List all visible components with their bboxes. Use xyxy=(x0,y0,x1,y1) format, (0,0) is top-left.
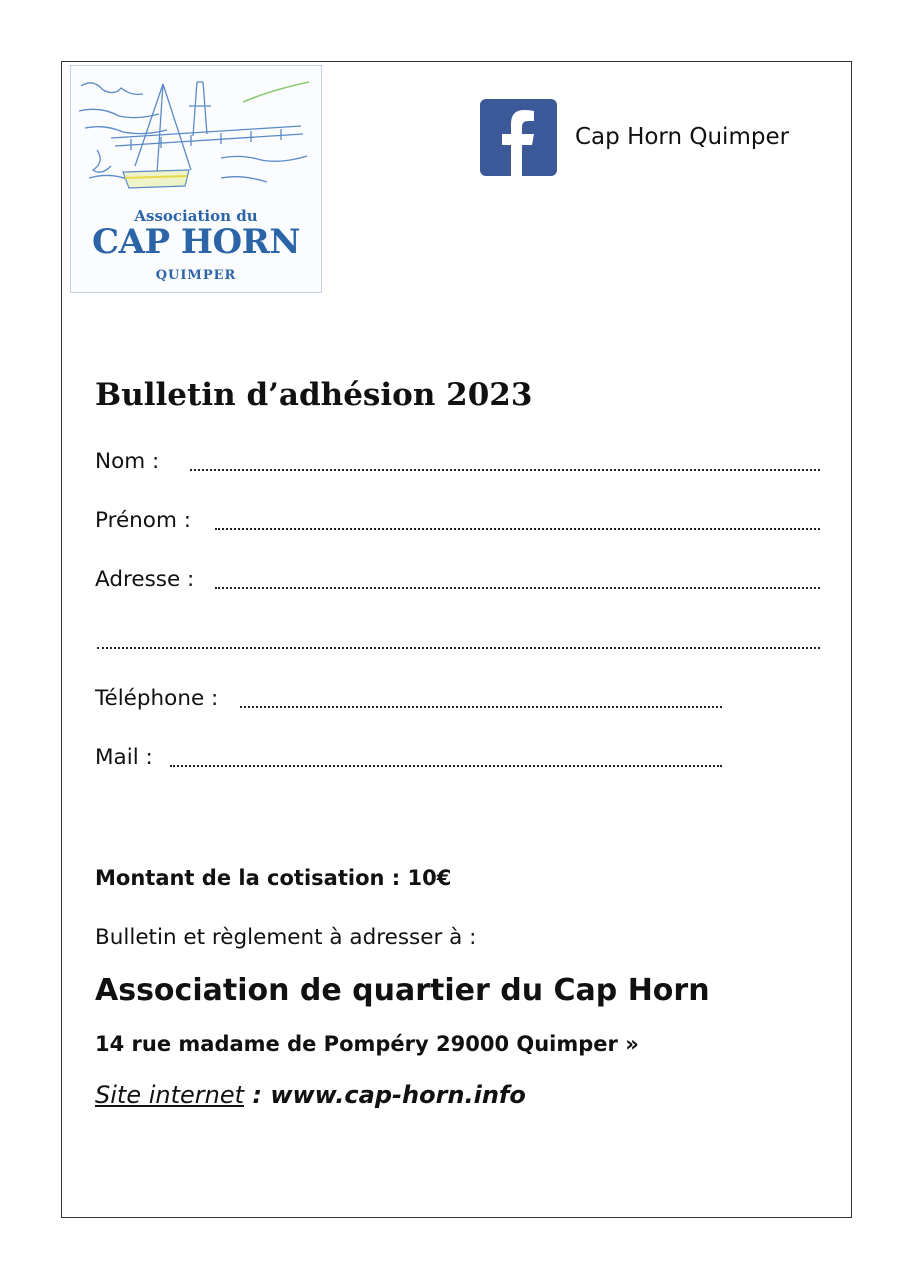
mail-label: Mail : xyxy=(95,745,153,770)
prenom-label: Prénom : xyxy=(95,508,191,533)
postal-address: 14 rue madame de Pompéry 29000 Quimper » xyxy=(95,1032,639,1056)
membership-fee: Montant de la cotisation : 10€ xyxy=(95,866,452,890)
adresse-continued-dotted-line[interactable] xyxy=(97,647,820,649)
mail-dotted-line[interactable] xyxy=(170,765,722,767)
send-instructions: Bulletin et règlement à adresser à : xyxy=(95,925,477,950)
nom-dotted-line[interactable] xyxy=(190,469,820,471)
website-line xyxy=(95,1081,526,1109)
organization-name: Association de quartier du Cap Horn xyxy=(95,973,710,1008)
form-title: Bulletin d’adhésion 2023 xyxy=(95,377,533,413)
website-separator: : xyxy=(244,1081,271,1109)
prenom-dotted-line[interactable] xyxy=(215,528,820,530)
association-logo xyxy=(70,65,322,293)
telephone-label: Téléphone : xyxy=(95,686,219,711)
website-label: Site internet xyxy=(95,1081,245,1109)
logo-text-cap-horn: CAP HORN xyxy=(92,222,300,262)
website-url-link[interactable]: www.cap-horn.info xyxy=(270,1081,526,1109)
logo-text-association: Association du xyxy=(134,207,258,225)
adresse-dotted-line[interactable] xyxy=(215,587,820,589)
adresse-label: Adresse : xyxy=(95,567,195,592)
logo-text-quimper: QUIMPER xyxy=(155,268,237,283)
facebook-page-name[interactable]: Cap Horn Quimper xyxy=(575,124,790,150)
telephone-dotted-line[interactable] xyxy=(240,706,722,708)
nom-label: Nom : xyxy=(95,449,160,474)
facebook-icon[interactable] xyxy=(480,99,557,176)
